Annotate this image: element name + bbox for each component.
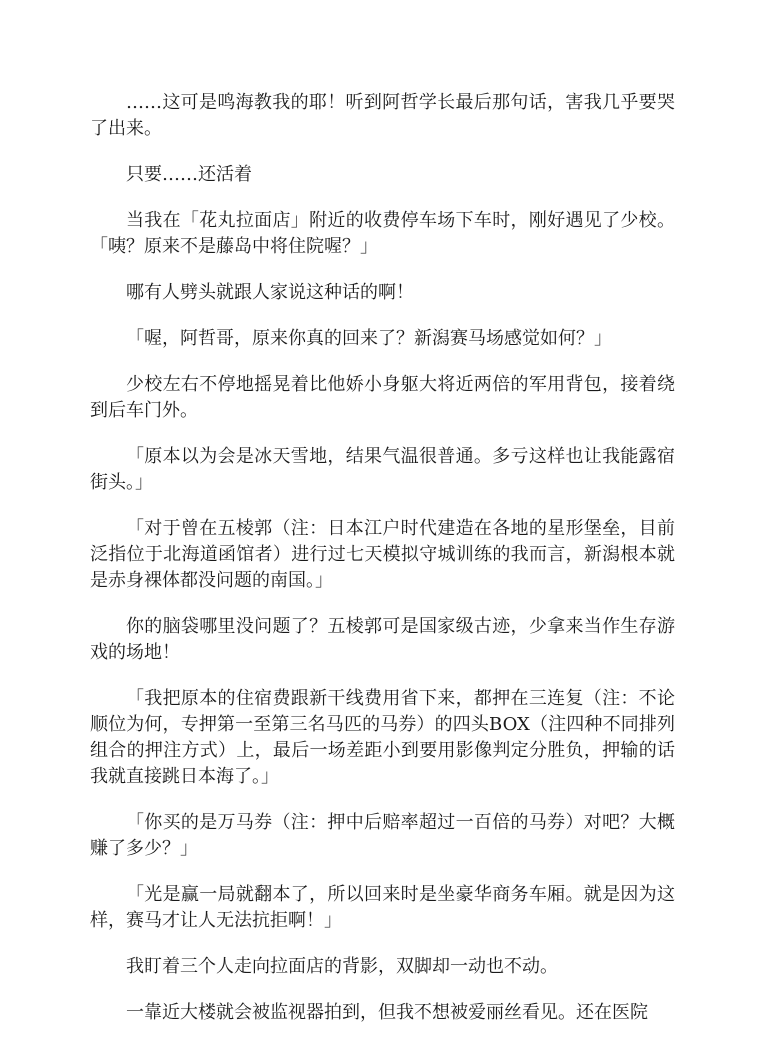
paragraph: 一靠近大楼就会被监视器拍到，但我不想被爱丽丝看见。还在医院 — [126, 1002, 648, 1023]
paragraph: 「你买的是万马券（注：押中后赔率超过一百倍的马券）对吧？大概赚了多少？」 — [90, 812, 675, 859]
paragraph: 少校左右不停地摇晃着比他娇小身躯大将近两倍的军用背包，接着绕到后车门外。 — [90, 374, 675, 421]
paragraph: 你的脑袋哪里没问题了？五棱郭可是国家级古迹，少拿来当作生存游戏的场地！ — [90, 616, 675, 663]
paragraph: 「喔，阿哲哥，原来你真的回来了？新潟赛马场感觉如何？」 — [126, 328, 612, 349]
document-page — [90, 90, 675, 1046]
paragraph: 「原本以为会是冰天雪地，结果气温很普通。多亏这样也让我能露宿街头。」 — [90, 446, 675, 493]
paragraph: 当我在「花丸拉面店」附近的收费停车场下车时，刚好遇见了少校。「咦？原来不是藤岛中将住院喔？」 — [90, 210, 675, 257]
paragraph: 「对于曾在五棱郭（注：日本江户时代建造在各地的星形堡垒，目前泛指位于北海道函馆者）进行过七天模拟守城训练的我而言，新潟根本就是赤身裸体都没问题的南国。」 — [90, 518, 675, 591]
paragraph: ……这可是鸣海教我的耶！听到阿哲学长最后那句话，害我几乎要哭了出来。 — [90, 92, 675, 139]
paragraph: 哪有人劈头就跟人家说这种话的啊！ — [126, 282, 414, 303]
paragraph: 「我把原本的住宿费跟新干线费用省下来，都押在三连复（注：不论顺位为何，专押第一至第三名马匹的马券）的四头BOX（注四种不同排列组合的押注方式）上，最后一场差距小到要用影像判定分胜负，押输的话我就直接跳日本海了。」 — [90, 688, 675, 787]
paragraph: 「光是赢一局就翻本了，所以回来时是坐豪华商务车厢。就是因为这样，赛马才让人无法抗拒啊！」 — [90, 884, 675, 931]
paragraph: 只要……还活着 — [126, 164, 252, 185]
paragraph: 我盯着三个人走向拉面店的背影，双脚却一动也不动。 — [126, 956, 558, 977]
